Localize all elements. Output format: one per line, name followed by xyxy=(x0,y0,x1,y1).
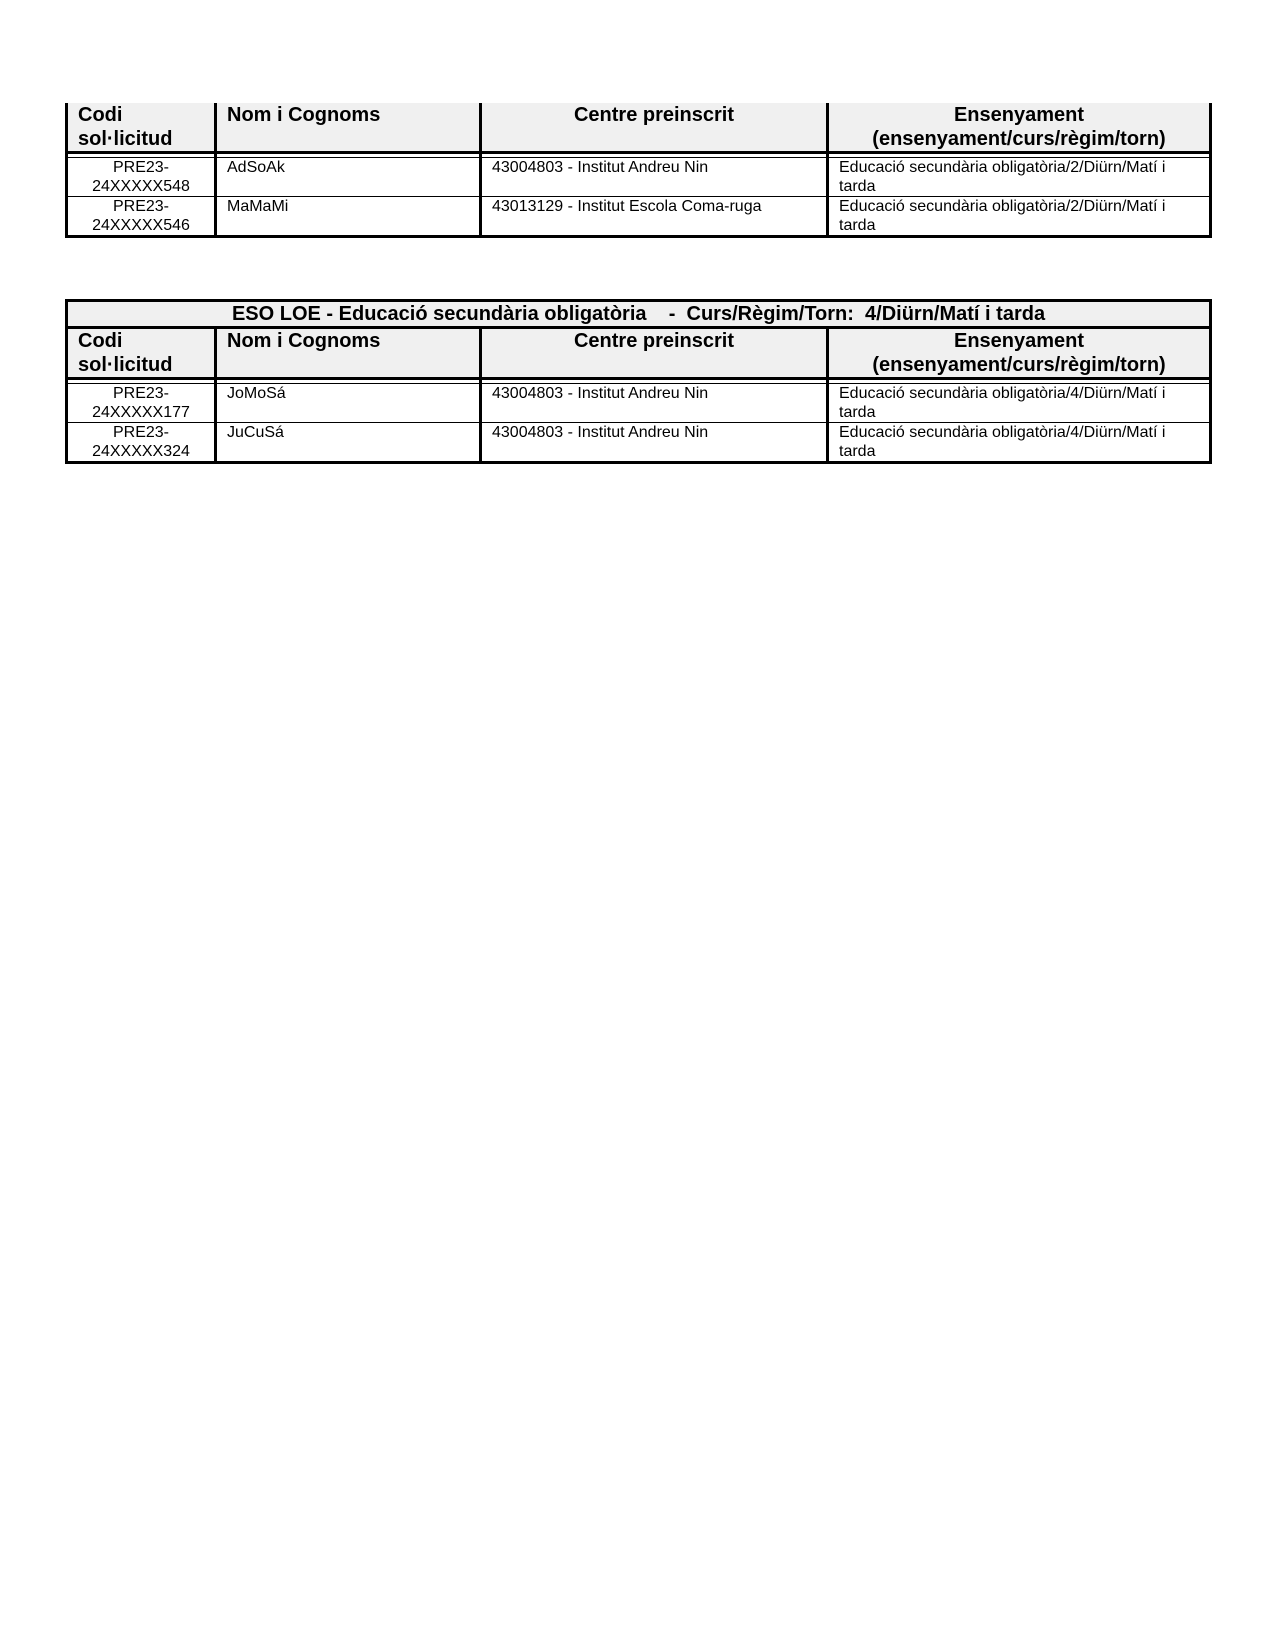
header-centre: Centre preinscrit xyxy=(481,328,828,379)
cell-centre: 43004803 - Institut Andreu Nin xyxy=(481,423,828,463)
table-row xyxy=(67,158,1211,197)
header-code: Codi sol·licitud xyxy=(67,103,216,153)
cell-name: JuCuSá xyxy=(216,423,481,463)
cell-teaching: Educació secundària obligatòria/4/Diürn/Matí i tarda xyxy=(828,384,1211,423)
cell-teaching: Educació secundària obligatòria/2/Diürn/Matí i tarda xyxy=(828,158,1211,197)
table-row xyxy=(67,384,1211,423)
header-row xyxy=(67,328,1211,379)
cell-centre: 43004803 - Institut Andreu Nin xyxy=(481,158,828,197)
header-centre: Centre preinscrit xyxy=(481,103,828,153)
header-teaching: Ensenyament (ensenyament/curs/règim/torn) xyxy=(828,328,1211,379)
table-row xyxy=(67,197,1211,237)
cell-code: PRE23- 24XXXXX324 xyxy=(67,423,216,463)
cell-name: MaMaMi xyxy=(216,197,481,237)
cell-code: PRE23- 24XXXXX177 xyxy=(67,384,216,423)
header-code: Codi sol·licitud xyxy=(67,328,216,379)
header-row xyxy=(67,103,1211,153)
group-title: ESO LOE - Educació secundària obligatòria - Curs/Règim/Torn: 4/Diürn/Matí i tarda xyxy=(67,301,1211,328)
applications-table-2 xyxy=(65,299,1212,464)
header-teaching: Ensenyament (ensenyament/curs/règim/torn) xyxy=(828,103,1211,153)
header-name: Nom i Cognoms xyxy=(216,328,481,379)
cell-code: PRE23- 24XXXXX546 xyxy=(67,197,216,237)
table-row xyxy=(67,423,1211,463)
cell-code: PRE23- 24XXXXX548 xyxy=(67,158,216,197)
header-name: Nom i Cognoms xyxy=(216,103,481,153)
cell-name: JoMoSá xyxy=(216,384,481,423)
cell-teaching: Educació secundària obligatòria/2/Diürn/Matí i tarda xyxy=(828,197,1211,237)
cell-centre: 43004803 - Institut Andreu Nin xyxy=(481,384,828,423)
applications-table-1 xyxy=(65,103,1212,238)
cell-teaching: Educació secundària obligatòria/4/Diürn/Matí i tarda xyxy=(828,423,1211,463)
cell-centre: 43013129 - Institut Escola Coma-ruga xyxy=(481,197,828,237)
group-row xyxy=(67,301,1211,328)
cell-name: AdSoAk xyxy=(216,158,481,197)
